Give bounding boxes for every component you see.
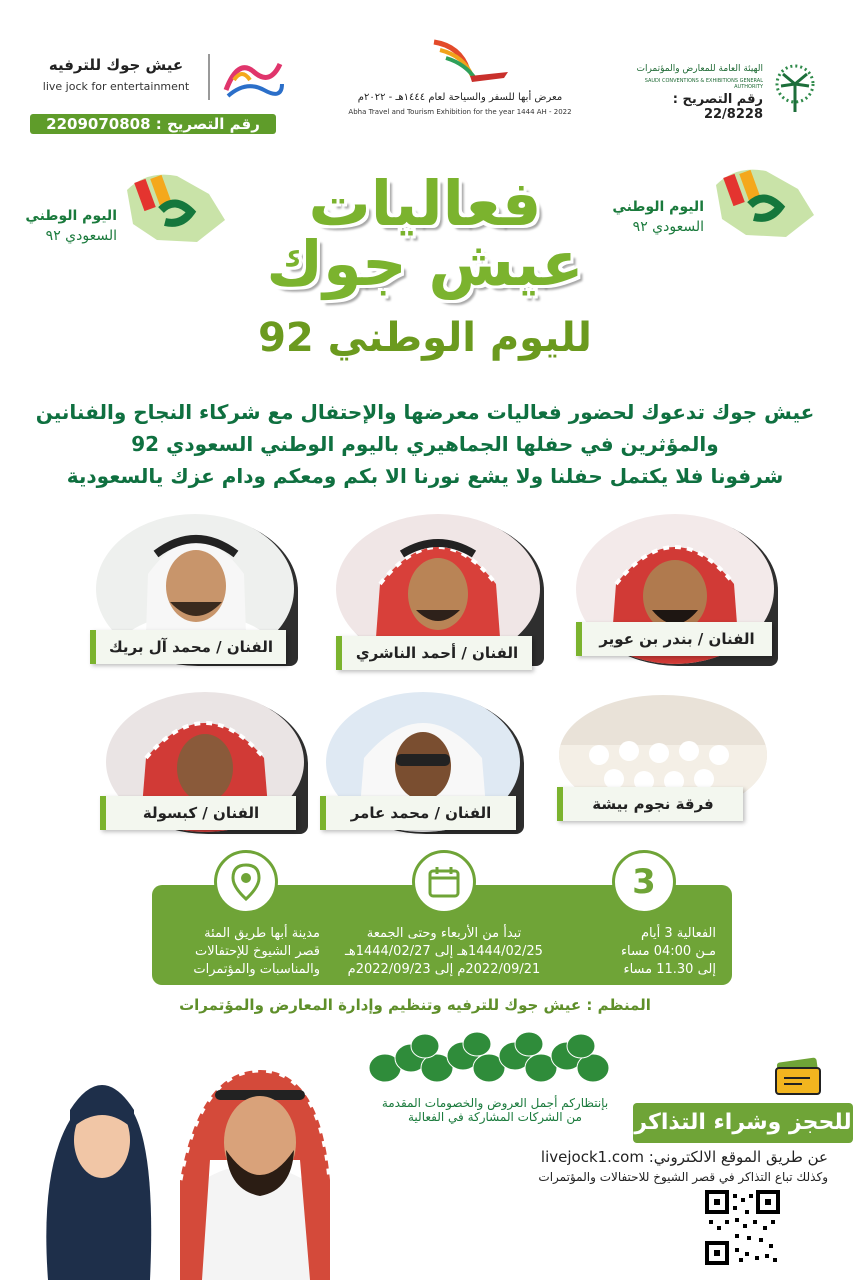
tickets-website-text[interactable]: عن طريق الموقع الالكتروني: livejock1.com	[540, 1148, 828, 1166]
live-jock-logo-english: live jock for entertainment	[42, 80, 190, 93]
location-pin-icon	[214, 850, 278, 914]
offers-text	[370, 1096, 620, 1124]
gea-logo	[625, 62, 830, 120]
artist-nameplate: فرقة نجوم بيشة	[557, 787, 743, 821]
saudi-map-left-icon	[117, 160, 233, 250]
organizer-text: المنظم : عيش جوك للترفيه وتنظيم وإدارة المعارض والمؤتمرات	[179, 996, 651, 1014]
live-jock-logo	[30, 48, 290, 108]
right-badge-line2: السعودي ٩٢	[632, 219, 704, 235]
artist-card-nujoom-bisha-band	[555, 695, 775, 835]
artist-nameplate: الفنان / أحمد الناشري	[336, 636, 532, 670]
left-badge-line2: السعودي ٩٢	[45, 228, 117, 244]
artist-card-mohammed-amer	[320, 690, 530, 840]
title-line2: عيش جوك	[266, 227, 584, 300]
ticket-icon	[772, 1056, 824, 1096]
invitation-line1: عيش جوك تدعوك لحضور فعاليات معرضها والإحتفال مع شركاء النجاح والفنانين	[35, 400, 815, 424]
duration-line3: إلى 11.30 مساء	[623, 962, 716, 977]
right-national-day-badge	[610, 155, 825, 245]
live-jock-brush-icon	[220, 50, 284, 106]
artist-card-kabsola	[100, 690, 315, 840]
artist-card-ahmed-al-nashiri	[330, 512, 550, 672]
duration-text	[590, 925, 716, 979]
live-jock-logo-arabic: عيش جوك للترفيه	[48, 56, 184, 74]
plane-icon	[420, 36, 510, 88]
title-line1: فعاليات	[308, 167, 542, 240]
gea-logo-english: SAUDI CONVENTIONS & EXHIBITIONS GENERAL AUTHORITY	[644, 78, 763, 90]
tickets-venue-text: وكذلك تباع التذاكر في قصر الشيوخ للاحتفالات والمؤتمرات	[538, 1170, 828, 1184]
artist-card-bandar-bin-oweir	[570, 512, 785, 672]
location-line2: قصر الشيوخ للإحتفالات	[195, 944, 320, 959]
artist-nameplate: الفنان / كبسولة	[100, 796, 296, 830]
abha-exhibition-arabic: معرض أبها للسفر والسياحة لعام ١٤٤٤هـ - ٢٠٢٢م	[357, 92, 563, 103]
duration-line2: مـن 04:00 مساء	[620, 944, 716, 959]
palm-tree-icon	[765, 62, 825, 118]
artist-nameplate: الفنان / محمد عامر	[320, 796, 516, 830]
dates-text	[334, 925, 554, 979]
days-count-number: 3	[632, 862, 656, 902]
subtitle: لليوم الوطني 92	[258, 315, 592, 361]
left-permit-plate: رقم التصريح : 2209070808	[30, 114, 276, 134]
gea-logo-arabic: الهيئة العامة للمعارض والمؤتمرات	[636, 64, 763, 74]
offers-line1: بإنتظاركم أجمل العروض والخصومات المقدمة	[381, 1096, 609, 1110]
saudi-map-right-icon	[706, 155, 822, 245]
right-badge-line1: اليوم الوطني	[612, 199, 704, 215]
location-line3: والمناسبات والمؤتمرات	[193, 962, 320, 977]
invitation-line3: شرفونا فلا يكتمل حفلنا ولا يشع نورنا الا بكم ومعكم ودام عزك يالسعودية	[66, 464, 784, 488]
invitation-line2: والمؤثرين في حفلها الجماهيري باليوم الوطني السعودي 92	[131, 432, 719, 456]
duration-line1: الفعالية 3 أيام	[640, 926, 716, 941]
calendar-icon	[412, 850, 476, 914]
artist-nameplate: الفنان / بندر بن عوير	[576, 622, 772, 656]
qr-code[interactable]	[705, 1190, 780, 1265]
dates-line2: 1444/02/25هـ إلى 1444/02/27هـ	[345, 944, 543, 959]
location-line1: مدينة أبها طريق المئة	[204, 926, 320, 941]
abha-exhibition-logo	[340, 36, 580, 120]
green-balloons-decoration	[365, 1028, 620, 1092]
left-national-day-badge	[25, 160, 235, 250]
saudi-couple-illustration	[30, 1030, 345, 1280]
dates-line3: 2022/09/21م إلى 2022/09/23م	[347, 962, 541, 977]
days-count-badge	[612, 850, 676, 914]
book-tickets-button[interactable]: للحجز وشراء التذاكر	[633, 1103, 853, 1143]
dates-line1: تبدأ من الأربعاء وحتى الجمعة	[366, 926, 522, 941]
abha-exhibition-english: Abha Travel and Tourism Exhibition for the year 1444 AH - 2022	[348, 108, 572, 116]
left-badge-line1: اليوم الوطني	[25, 208, 117, 224]
offers-line2: من الشركات المشاركة في الفعالية	[408, 1110, 582, 1124]
right-permit: رقم التصريح : 22/8228	[672, 92, 763, 122]
location-text	[160, 925, 320, 979]
artist-nameplate: الفنان / محمد آل بريك	[90, 630, 286, 664]
artist-card-mohammed-al-breik	[90, 512, 305, 672]
